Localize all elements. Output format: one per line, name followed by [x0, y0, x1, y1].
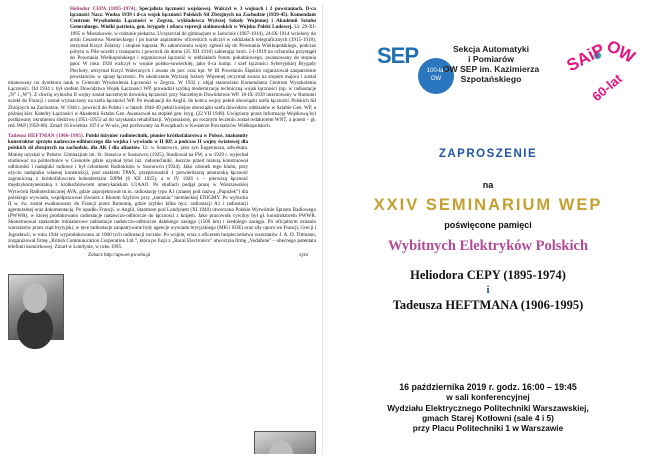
honoree-heftman: Tadeusza HEFTMANA (1906-1995): [392, 298, 584, 312]
invitation-na: na: [482, 180, 494, 190]
org-line3: OW SEP im. Kazimierza: [442, 64, 540, 74]
footer-initials: sj/m: [299, 253, 308, 259]
bio-cepa-name: Heliodor CEPA (1895-1974),: [70, 6, 137, 12]
portrait-heliodor-cepa: [8, 274, 64, 340]
event-details: [338, 382, 638, 433]
bio-cepa: [8, 6, 316, 129]
invitation-column: [326, 0, 650, 459]
sep-badge-line1: 100-lat: [426, 68, 446, 74]
footer: [88, 253, 308, 258]
org-line1: Sekcja Automatyki: [452, 44, 530, 54]
fold-divider: [322, 4, 323, 454]
bio-cepa-summary: Specjalista łączności wojskowej. Walczył w 3 wojnach i 2 powstaniach. D-ca łączności Nacz. Wodza 1939 i d-ca wojsk łączności Polskich Sił Zbrojnych na Zachodzie (1939-45). Komendant Centrum Wyszkolenia Łączności w Zegrzu, wykładowca Wyższej Szkoły Wojennej i Akademii Sztabu Generalnego. Wielki patriota, gen. brygady i ofiara represji stalinowskich w Wojsku Polski Ludowej.: [70, 6, 316, 31]
dedication-line: poświęcone pamięci: [444, 220, 532, 230]
saip-logo-ow: OW: [603, 36, 639, 67]
footer-source-link[interactable]: Zobacz http://apw.ee.pw.edu.pl: [88, 253, 151, 259]
event-date: 16 października 2019 r. godz. 16:00 – 19:45: [399, 382, 577, 392]
bio-cepa-body: Ur. 29-XI-1895 w Mieszkowie, w rodzinie piekarza. Uczęszczał do gimnazjum w Jarocinie (1907-1914), 24-IX-1914 wcielony do armii Cesarstwa Niemieckiego i po kursie aspirantów oficerskich walczył w oddziałach telegraficznych (1915-1918), otrzymał Krzyż Żelazny i stopień kaprala. Po zakończeniu wojny zgłosił się do Powstania Wielkopolskiego, podczas pobytu w Pile uczelił z transportu i powrócił do domu (25 XII 1918) zabierając broń. 1-I-1919 na ochotnika przystąpił do Powstania Wielkopolskiego i organizował łączność w oddziałach frontu południowego, awansowany do stopnia ppor. W roku 1920 walczył w wojnie polsko-sowieckiej, jako d-ca komp. i szef łączności Syberyjskiej Brygady Piechoty, otrzymał Krzyż Walecznych i awans do por. oraz kpt. W III Powstaniu Śląskim organizował zaopatrzenie powstańców w sprzęt łączności. Po ukończeniu Wyższej Szkoły Wojennej otrzymał awans na stopień majora i został mianowany na dyrektora nauk w Centrum Wyszkolenia Łączności w Zegrzu. W 1932 r. objął stanowisko Komendanta Centrum Wyszkolenia Łączności. Od 1934 r. był szefem Dowództwa Wojsk Łączności WP, prowadził szybką modernizację techniczną wojsk łączności (np. w radiostacje „N” i „W”). Z chwilą wybuchu II wojny został naczelnym dowódcą łączności przy Naczelnym Dowództwie WP. 18-IX-1939 internowany w Rumunii uciekł do Francji i został wyznaczony na szefa łączności WP. Po ewakuacji do Anglii, do końca wojny pełnił obowiązki szefa łączności Polskich Sił Zbrojnych na Zachodzie. W 1946 r. powrócił do Polski i w latach 1946-49 pełnił kolejno obowiązki szefa dowództw oddziałów w Sztabie Gen. WP, a później kier. Katedry Łączności w Akademii Sztabu Gen. Awansował na stopień gen. bryg. (22 VII 1948). Uwięziony przez Informację Wojskową był poddawany okrutnemu śledztwu (1951-1955) aż do uzyskania rehabilitacji. Wyposażony, po rocznym leczeniu został redaktorem WNT, a potem – gł. red. PAP (1958-68). Zmarł 16 kwietnia 1974 w W-wie, jest pochowany na Powązkach w Kwaterze Powstańców Wielkopolskich.: [8, 24, 316, 129]
bio-heftman: [8, 133, 316, 250]
sep-badge-line2: OW: [430, 76, 442, 82]
saip-logo-years: 60-lat: [589, 70, 625, 105]
biographies-column: [8, 6, 316, 454]
event-faculty: Wydziału Elektrycznego Politechniki Warszawskiej,: [387, 402, 589, 413]
portrait-tadeusz-heftman: [254, 431, 316, 454]
bio-heftman-summary: Polski inżynier radiotechnik, pionier krótkofalarstwa w Polsce, znakomity konstruktor sprzętu nadawczo-odbiorczego dla wojska i wywiadu w II RP, a podczas II wojny światowej dla polskich sił zbrojnych na zachodzie, dla AK i dla aliantów.: [8, 133, 249, 152]
seminar-title: XXIV SEMINARIUM WEP: [373, 196, 603, 214]
honoree-cepa: Heliodora CEPY (1895-1974): [410, 268, 566, 282]
invitation-title: ZAPROSZENIE: [438, 148, 538, 160]
honoree-conjunction: i: [486, 284, 490, 296]
org-line4: Szpotańskiego: [460, 74, 522, 84]
saip-logo-text: SAiP: [563, 39, 608, 76]
sep-logo-text: SEP: [377, 43, 419, 68]
bio-heftman-body: Ur. w Sosnowcu, jako syn Eugeniusza, adwokata. Maturę uzyskał w Państw. Gimnazjum im. St. Staszica w Sosnowcu (1925). Studiował na PW, a w 1929 r. wyjechał studiować na politechnice w Grenoble gdzie uzyskał tytuł inż. radiotechniki. Jeszcze przed maturą konstruował odbiorniki i nadajniki radiowe i był członkiem Radioklubu w Sosnowcu (1924). Jako członek tego klubu, przy użyciu nadajnika własnej konstrukcji, pod znakiem TPAX, przeprowadził 1 potwierdzoną amatorską łączność zagraniczną z krótkofalowcem holenderskim 50PM (6 XII 1925), a w IV 1926 r. – pierwszą łączność międzykontynentalną z krótkofalowcem amerykańskim U1AAO. Po studiach podjął pracę w Warszawskiej Wytwórni Radiotechnicznej AVA, gdzie zaprojektował m.in. radiostację typu A1 (znanej pod nazwą „Papużek”) dla polskiego wywiadu, współpracował również z Biurem Szyfrów przy „łamaniu” niemieckiej ENIGMY. Po wybuchu II w. św. został ewakuowany do Francji przez Rumunię, gdzie szybko kilka ręcz. radiostacji A1 i radiostacji agenturalnej oraz dokumentację. Po upadku Francji, w Anglii, Stanmore pod Londynem (XI 1940) utworzono Polskie Wytwórnie Sprzętu Radiowego (PWWR), w której produkowano radiostacje nadawczo-odbiorcze do łączności z krajem. Jako pracownik cywilny był gł. konstruktorem PWWR. Skonstruował znakomite miniaturowe radiostacje nadawczo-odbiorcze dalekiego zasięgu (1500 km) i średniego zasięgu. Po oficjalnym uznaniu warsztatów przez rząd brytyjski, w ręce radiostacje zaopatrywane były agencje wywiadu brytyjskiego (MI6 i SOE) oraz siły oporu we Francji, Grecji i Jugosławii, w roku 1944 wyprodukowano aż 1000 tych radiostacji rocznie. Po wojnie, wraz z oficerem bezpieczeństwa warsztatów J. A. D. Tittmann, zorganizował firmę „British Communication Corporation Ltd.”, która po fuzji z „Racal Electronics” utworzyła firmę „Vodafone” – obecnego potentata telefonii komórkowej. Zmarł w Londynie, w roku 1995.: [8, 145, 316, 250]
organizer-name: [436, 44, 546, 84]
event-building: gmach Starej Kotłowni (sale 4 i 5): [422, 412, 554, 423]
event-address: przy Placu Politechniki 1 w Warszawie: [412, 423, 564, 434]
bio-heftman-name: Tadeusz HEFTMAN (1906-1995).: [8, 133, 85, 140]
org-line2: i Pomiarów: [468, 54, 514, 64]
event-room: w sali konferencyjnej: [446, 392, 530, 403]
honorees-title: Wybitnych Elektryków Polskich: [387, 238, 589, 254]
saip-logo: [562, 36, 640, 116]
